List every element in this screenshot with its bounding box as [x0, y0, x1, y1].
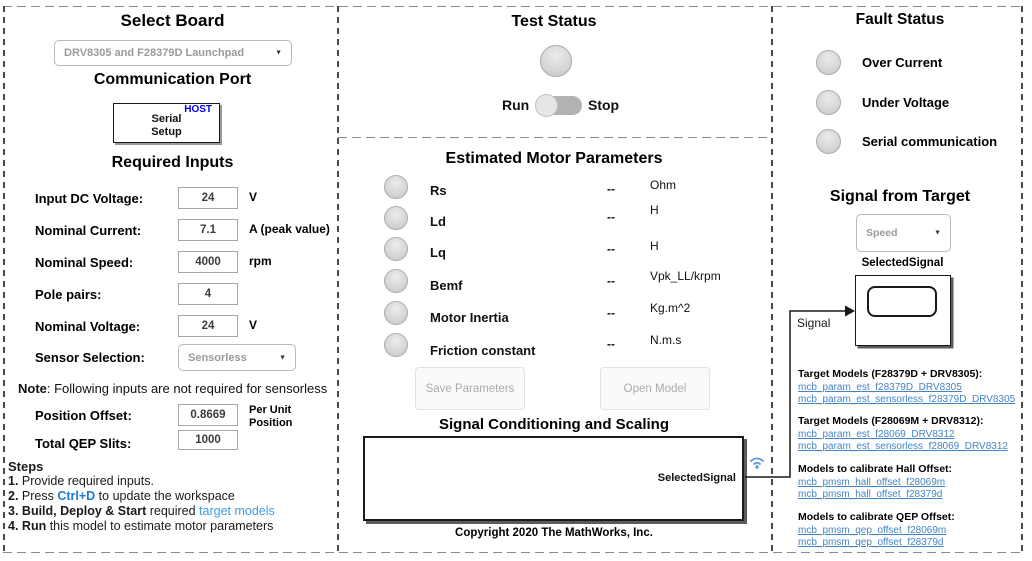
- block-output-port-label: SelectedSignal: [657, 472, 736, 484]
- position-offset-unit-line1: Per Unit: [249, 404, 292, 416]
- nominal-current-field[interactable]: 7.1: [178, 219, 238, 241]
- input-label: Nominal Speed:: [35, 255, 134, 270]
- signal-select-dropdown[interactable]: [856, 214, 951, 252]
- param-value: --: [607, 210, 615, 224]
- model-link[interactable]: mcb_param_est_f28069_DRV8312: [798, 429, 955, 440]
- position-offset-unit-line2: Position: [249, 417, 293, 429]
- wireless-icon: [747, 452, 767, 477]
- serial-block-line1: Serial: [151, 113, 182, 125]
- bemf-lamp: [384, 269, 408, 293]
- column-divider-right: [771, 6, 773, 552]
- motor-inertia-lamp: [384, 301, 408, 325]
- run-stop-toggle[interactable]: [536, 96, 582, 115]
- sensor-selection-label: Sensor Selection:: [35, 350, 145, 365]
- param-name: Ld: [430, 214, 446, 229]
- fault-label: Over Current: [862, 55, 943, 70]
- column-divider-left: [337, 6, 339, 552]
- test-status-lamp: [540, 45, 572, 77]
- signal-conditioning-block[interactable]: [363, 436, 744, 521]
- step-4: 4. Run this model to estimate motor parameters: [8, 519, 274, 533]
- chevron-down-icon: ▼: [279, 354, 286, 361]
- model-link[interactable]: mcb_param_est_f28379D_DRV8305: [798, 382, 962, 393]
- input-unit: V: [249, 190, 258, 204]
- note-prefix: Note: [18, 381, 47, 396]
- ld-lamp: [384, 206, 408, 230]
- nominal-voltage-field[interactable]: 24: [178, 315, 238, 337]
- steps-title: Steps: [8, 459, 44, 474]
- param-name: Friction constant: [430, 343, 536, 358]
- host-tag: HOST: [184, 104, 212, 115]
- param-value: --: [607, 242, 615, 256]
- input-label: Nominal Voltage:: [35, 319, 141, 334]
- scope-screen: [867, 286, 937, 317]
- toggle-knob[interactable]: [535, 94, 558, 117]
- board-select-dropdown[interactable]: [54, 40, 292, 66]
- param-name: Rs: [430, 183, 447, 198]
- link-group-header: Models to calibrate QEP Offset:: [798, 511, 955, 523]
- input-label: Input DC Voltage:: [35, 191, 144, 206]
- param-unit: Kg.m^2: [650, 301, 691, 315]
- link-group-header: Target Models (F28379D + DRV8305):: [798, 368, 983, 380]
- model-link[interactable]: mcb_pmsm_qep_offset_f28069m: [798, 525, 947, 536]
- step-3: 3. Build, Deploy & Start required target models: [8, 504, 275, 518]
- signal-select-value: Speed: [866, 227, 898, 239]
- sensorless-note: [18, 381, 327, 396]
- frame-top-border: [3, 6, 1024, 7]
- save-parameters-button[interactable]: Save Parameters: [415, 367, 525, 410]
- input-label: Pole pairs:: [35, 287, 102, 302]
- input-unit: V: [249, 318, 258, 332]
- param-unit: Vpk_LL/krpm: [650, 269, 721, 283]
- step-1: 1. Provide required inputs.: [8, 474, 154, 488]
- open-model-button[interactable]: Open Model: [600, 367, 710, 410]
- friction-constant-lamp: [384, 333, 408, 357]
- qep-slits-label: Total QEP Slits:: [35, 436, 132, 451]
- signal-wire-label: Signal: [797, 316, 831, 330]
- step-2: 2. Press Ctrl+D to update the workspace: [8, 489, 235, 503]
- link-group-header: Target Models (F28069M + DRV8312):: [798, 415, 984, 427]
- param-name: Bemf: [430, 278, 463, 293]
- select-board-title: Select Board: [120, 11, 225, 30]
- input-label: Nominal Current:: [35, 223, 142, 238]
- model-link[interactable]: mcb_param_est_sensorless_f28069_DRV8312: [798, 441, 1008, 452]
- run-label: Run: [502, 97, 530, 113]
- chevron-down-icon: ▼: [934, 229, 941, 237]
- signal-from-target-title: Signal from Target: [829, 188, 971, 205]
- model-link[interactable]: mcb_param_est_sensorless_f28379D_DRV8305: [798, 394, 1016, 405]
- chevron-down-icon: ▼: [275, 49, 282, 57]
- param-value: --: [607, 306, 615, 320]
- input-unit: rpm: [249, 254, 272, 268]
- sensor-selection-value: Sensorless: [188, 351, 247, 364]
- qep-slits-field[interactable]: 1000: [178, 430, 238, 450]
- fault-status-title: Fault Status: [855, 11, 945, 28]
- input-unit: A (peak value): [249, 222, 330, 236]
- fault-label: Serial communication: [862, 134, 998, 149]
- param-name: Motor Inertia: [430, 310, 509, 325]
- param-name: Lq: [430, 245, 446, 260]
- rs-lamp: [384, 175, 408, 199]
- param-unit: H: [650, 239, 659, 253]
- ctrl-d-shortcut: Ctrl+D: [57, 489, 96, 503]
- pole-pairs-field[interactable]: 4: [178, 283, 238, 305]
- arrowhead-icon: [845, 306, 855, 317]
- signal-conditioning-title: Signal Conditioning and Scaling: [439, 416, 669, 433]
- serial-block-line2: Setup: [151, 126, 182, 138]
- position-offset-label: Position Offset:: [35, 408, 132, 423]
- nominal-speed-field[interactable]: 4000: [178, 251, 238, 273]
- scope-block[interactable]: [855, 275, 951, 346]
- scope-block-title: SelectedSignal: [861, 257, 944, 269]
- fault-label: Under Voltage: [862, 95, 950, 110]
- link-group-header: Models to calibrate Hall Offset:: [798, 463, 953, 475]
- param-value: --: [607, 274, 615, 288]
- estimated-motor-parameters-title: Estimated Motor Parameters: [445, 150, 663, 167]
- param-unit: N.m.s: [650, 333, 682, 347]
- model-link[interactable]: mcb_pmsm_hall_offset_f28379d: [798, 489, 943, 500]
- board-select-value: DRV8305 and F28379D Launchpad: [64, 47, 245, 59]
- under-voltage-lamp: [816, 90, 841, 115]
- frame-right-border: [1021, 6, 1023, 552]
- sensor-selection-dropdown[interactable]: [178, 344, 296, 371]
- param-unit: Ohm: [650, 178, 677, 192]
- communication-port-title: Communication Port: [93, 71, 252, 88]
- serial-setup-block[interactable]: [113, 103, 220, 143]
- over-current-lamp: [816, 50, 841, 75]
- lq-lamp: [384, 237, 408, 261]
- copyright-text: Copyright 2020 The MathWorks, Inc.: [455, 527, 653, 539]
- frame-bottom-border: [3, 552, 1024, 553]
- test-status-title: Test Status: [511, 13, 597, 30]
- input-dc-voltage-field[interactable]: 24: [178, 187, 238, 209]
- model-link[interactable]: mcb_pmsm_qep_offset_f28379d: [798, 537, 944, 548]
- target-models-link[interactable]: target models: [199, 504, 275, 518]
- position-offset-field[interactable]: 0.8669: [178, 404, 238, 426]
- model-link[interactable]: mcb_pmsm_hall_offset_f28069m: [798, 477, 946, 488]
- frame-left-border: [3, 6, 5, 552]
- note-text: : Following inputs are not required for sensorless: [46, 381, 328, 396]
- param-value: --: [607, 182, 615, 196]
- serial-communication-lamp: [816, 129, 841, 154]
- param-value: --: [607, 337, 615, 351]
- test-status-divider: [338, 137, 770, 138]
- required-inputs-title: Required Inputs: [111, 154, 234, 171]
- stop-label: Stop: [588, 97, 620, 113]
- param-unit: H: [650, 203, 659, 217]
